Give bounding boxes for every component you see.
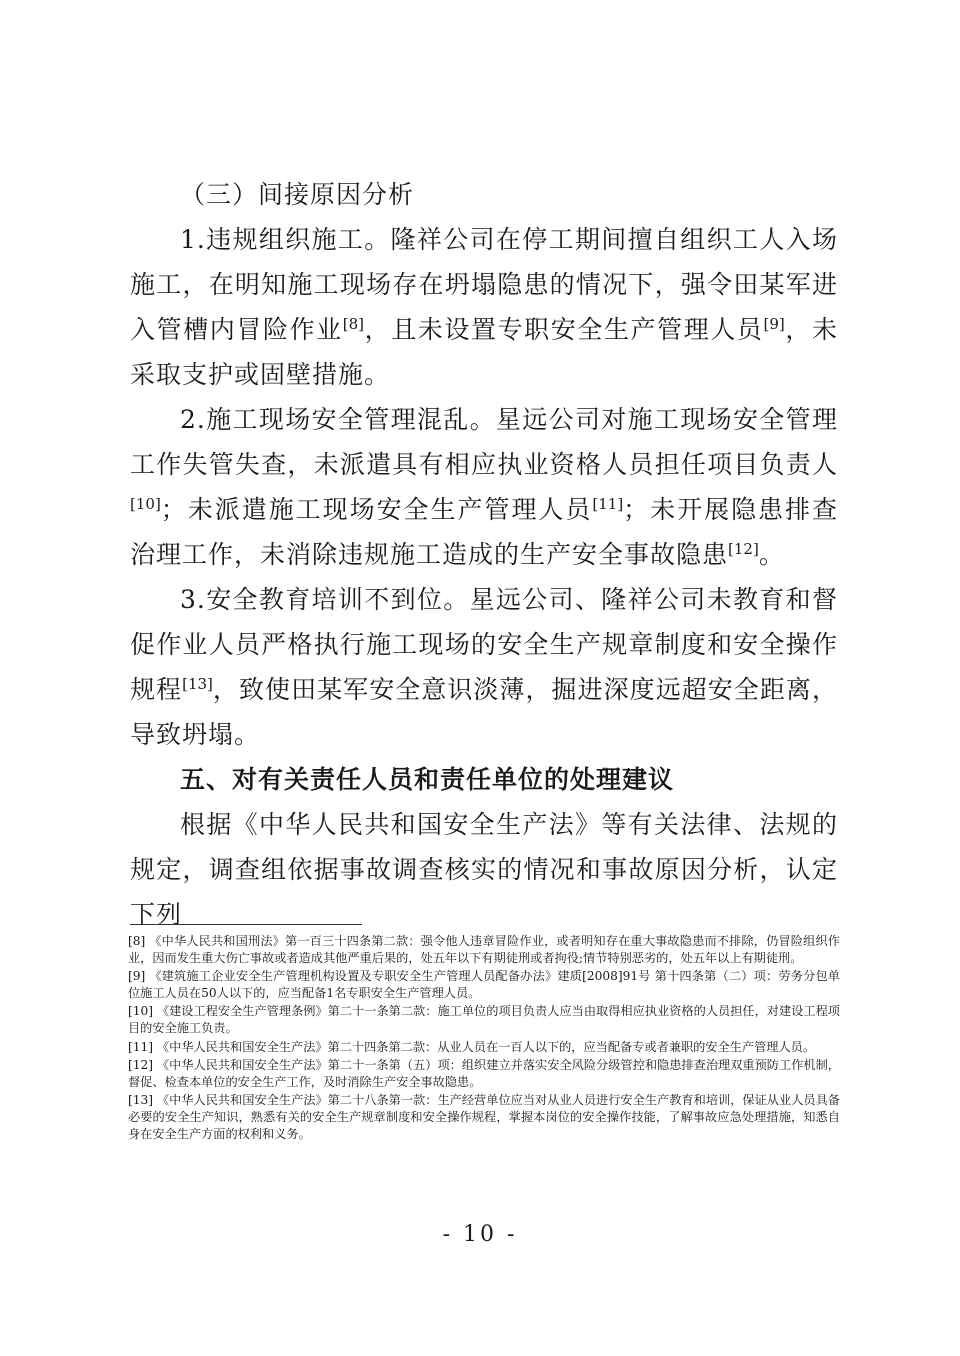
footnote-9: [9] 《建筑施工企业安全生产管理机构设置及专职安全生产管理人员配备办法》建质[2008]91号 第十四条第（二）项：劳务分包单位施工人员在50人以下的，应当配备1名专职安全生产管理人员。: [128, 969, 840, 1000]
footnotes: [128, 933, 840, 1144]
p2-text: 2.施工现场安全管理混乱。星远公司对施工现场安全管理工作失管失查，未派遣具有相应执业资格人员担任项目负责人: [130, 405, 838, 479]
p3-text: 3.安全教育培训不到位。星远公司、隆祥公司未教育和督促作业人员严格执行施工现场的安全生产规章制度和安全操作规程: [130, 585, 838, 704]
footnote-10: [10] 《建设工程安全生产管理条例》第二十一条第二款：施工单位的项目负责人应当由取得相应执业资格的人员担任，对建设工程项目的安全施工负责。: [128, 1004, 840, 1035]
footnote-11: [11] 《中华人民共和国安全生产法》第二十四条第二款：从业人员在一百人以下的，应当配备专或者兼职的安全生产管理人员。: [128, 1039, 816, 1054]
chapter-heading: 五、对有关责任人员和责任单位的处理建议: [180, 765, 675, 794]
footnote-ref-9[interactable]: [9]: [763, 315, 785, 333]
paragraph-illegal-construction: [130, 217, 838, 397]
footnote-ref-13[interactable]: [13]: [182, 675, 213, 693]
p1-mid: ，且未设置专职安全生产管理人员: [364, 315, 764, 344]
p2-mid: ；未派遣施工现场安全生产管理人员: [160, 495, 593, 524]
paragraph-legal-basis: 根据《中华人民共和国安全生产法》等有关法律、法规的规定，调查组依据事故调查核实的情况和事故原因分析，认定下列: [130, 810, 838, 929]
footnote-separator: [130, 924, 362, 925]
p1-end: ，未采取支护或固壁措施。: [130, 315, 838, 389]
footnote-ref-12[interactable]: [12]: [728, 540, 759, 558]
footnote-ref-10[interactable]: [10]: [130, 495, 161, 513]
p2-mid2: ；未开展隐患排查治理工作，未消除违规施工造成的生产安全事故隐患: [130, 495, 838, 569]
p1-text: 1.违规组织施工。隆祥公司在停工期间擅自组织工人入场施工，在明知施工现场存在坍塌隐患的情况下，强令田某军进入管槽内冒险作业: [130, 225, 838, 344]
p3-end: ，致使田某军安全意识淡薄，掘进深度远超安全距离，导致坍塌。: [130, 675, 838, 749]
paragraph-site-management: [130, 397, 838, 577]
footnote-ref-11[interactable]: [11]: [592, 495, 624, 513]
footnote-12: [12] 《中华人民共和国安全生产法》第二十一条第（五）项：组织建立并落实安全风险分级管控和隐患排查治理双重预防工作机制，督促、检查本单位的安全生产工作，及时消除生产安全事故隐患。: [128, 1058, 840, 1089]
body-text: [130, 172, 838, 937]
p2-end: 。: [758, 540, 785, 569]
footnote-ref-8[interactable]: [8]: [342, 315, 365, 333]
paragraph-safety-training: [130, 577, 838, 757]
section-heading: （三）间接原因分析: [180, 180, 415, 209]
footnote-8: [8] 《中华人民共和国刑法》第一百三十四条第二款：强令他人违章冒险作业，或者明知存在重大事故隐患而不排除，仍冒险组织作业，因而发生重大伤亡事故或者造成其他严重后果的，处五年以下有期徒刑或者拘役;情节特别恶劣的，处五年以上有期徒刑。: [128, 934, 840, 965]
page-number: - 10 -: [442, 1222, 518, 1247]
footnote-13: [13] 《中华人民共和国安全生产法》第二十八条第一款：生产经营单位应当对从业人员进行安全生产教育和培训，保证从业人员具备必要的安全生产知识，熟悉有关的安全生产规章制度和安全操作规程，掌握本岗位的安全操作技能，了解事故应急处理措施，知悉自身在安全生产方面的权利和义务。: [128, 1093, 840, 1141]
